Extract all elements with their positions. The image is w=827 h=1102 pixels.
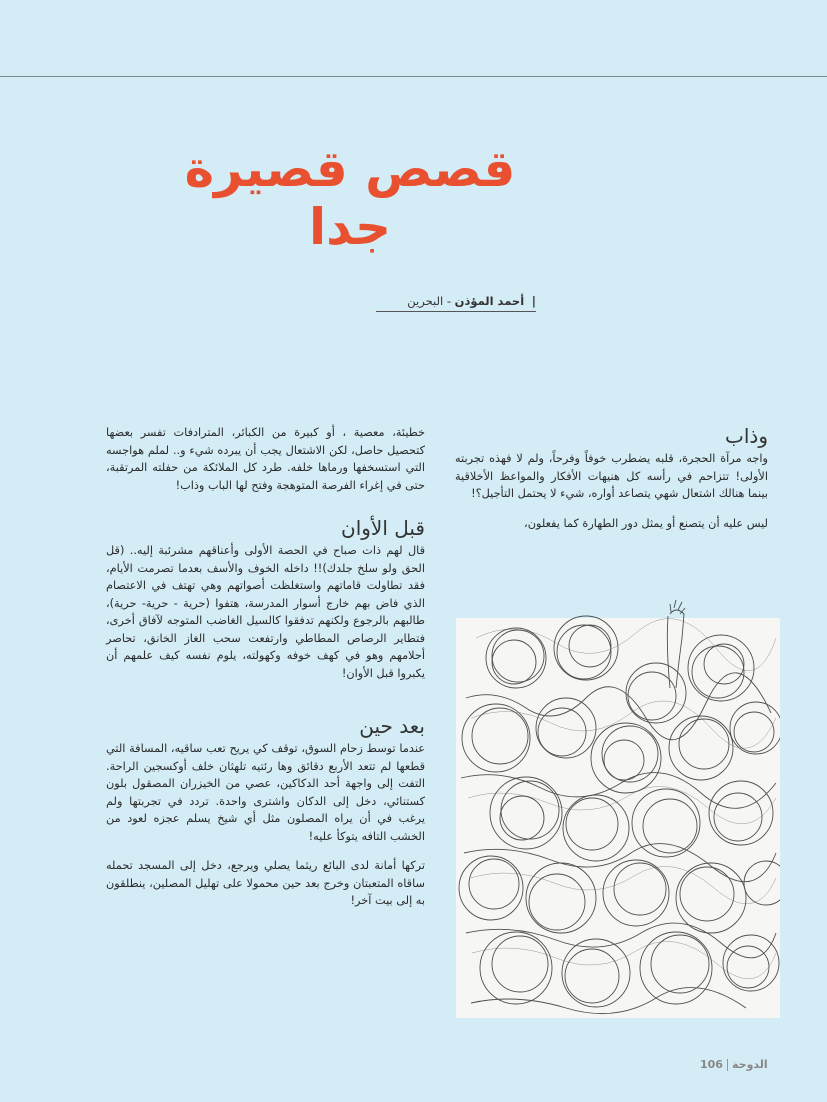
story-wathab-p2: ليس عليه أن يتصنع أو يمثل دور الطهارة كما يفعلون، [524,516,768,530]
story-wathab-p3: خطيئة، معصية ، أو كبيرة من الكبائر، المترادفات تفسر بعضها كتحصيل حاصل، لكن الاشتعال يجب أن يبرده شيء و.. لملم هواجسه التي استسخفها ورماها خلفه. طرد كل الملائكة من حفلته المرتقبة، حتى في إغراء الفرصة المتوهجة وفتح لها الباب وذاب! [106,426,425,492]
footer-separator [727,1059,728,1071]
byline [376,294,536,312]
story-heading-wathab: وذاب [725,424,768,448]
story-heading-qabl: قبل الأوان [341,516,425,540]
story-baad-p1: عندما توسط زحام السوق، توقف كي يريح تعب ساقيه، المسافة التي قطعها لم تتعد الأربع دقائق وها رئتيه تلهثان خلف أوكسجين الراحة. التفت إلى واجهة أحد الدكاكين، عصي من الخيزران المصقول بلون كستنائي، دخل إلى الدكان واشترى واحدة. تردد في تجربتها ولم يرغب في أن يراه المصلون مثل أي شيخ يسلم عجزه لعود من الخشب التافه يتوكأ عليه! [106,742,425,843]
page-title: قصص قصيرة جدا [184,140,516,256]
right-column [455,424,768,532]
left-column [106,424,425,910]
story-qabl-p1: قال لهم ذات صباح في الحصة الأولى وأعناقهم مشرئبة إليه.. (قل الحق ولو سلخ جلدك)!! داخله الخوف والأسف بعدما تصرمت الأيام، فقد تطاولت قاماتهم واستغلظت أصواتهم وهي تهتف في الاعتصام الذي فاض بهم خارج أسوار المدرسة، هتفوا (حرية - حرية- حرية)، طالبهم بالرجوع ولكنهم تدفقوا كالسيل الغاضب المتوجه لآفاق أخرى، فتطاير الرصاص المطاطي وارتفعت سحب الغاز الخانق، تحاصر أحلامهم وهو في كهف خوفه وكهولته، يلوم نفسه كيف علمهم أن يكبروا قبل الأوان! [106,544,425,680]
byline-author: أحمد المؤذن [454,294,525,308]
page-footer [700,1058,768,1071]
top-rule [0,76,827,77]
byline-country: - البحرين [407,294,451,308]
crowd-sketch-illustration [456,598,780,1018]
story-heading-baad: بعد حين [359,714,425,738]
magazine-name: الدوحة [731,1058,768,1071]
page-number: 106 [700,1058,723,1071]
byline-separator: | [531,294,536,308]
story-wathab-p1: واجه مرآة الحجرة، قلبه يضطرب خوفاً وفرحاً، ولم لا فهذه تجربته الأولى! تتزاحم في رأسه كل هنيهات الأفكار والمواعظ الأخلاقية بينما هنالك اشتعال شهي يتصاعد أواره، شيء لا يحتمل التأجيل؟! [455,452,768,500]
story-baad-p2: تركها أمانة لدى البائع ريثما يصلي ويرجع، دخل إلى المسجد تحمله ساقاه المتعبتان وخرج بعد حين محمولا على تهليل المصلين، ينطلقون به إلى بيت آخر! [106,859,425,907]
